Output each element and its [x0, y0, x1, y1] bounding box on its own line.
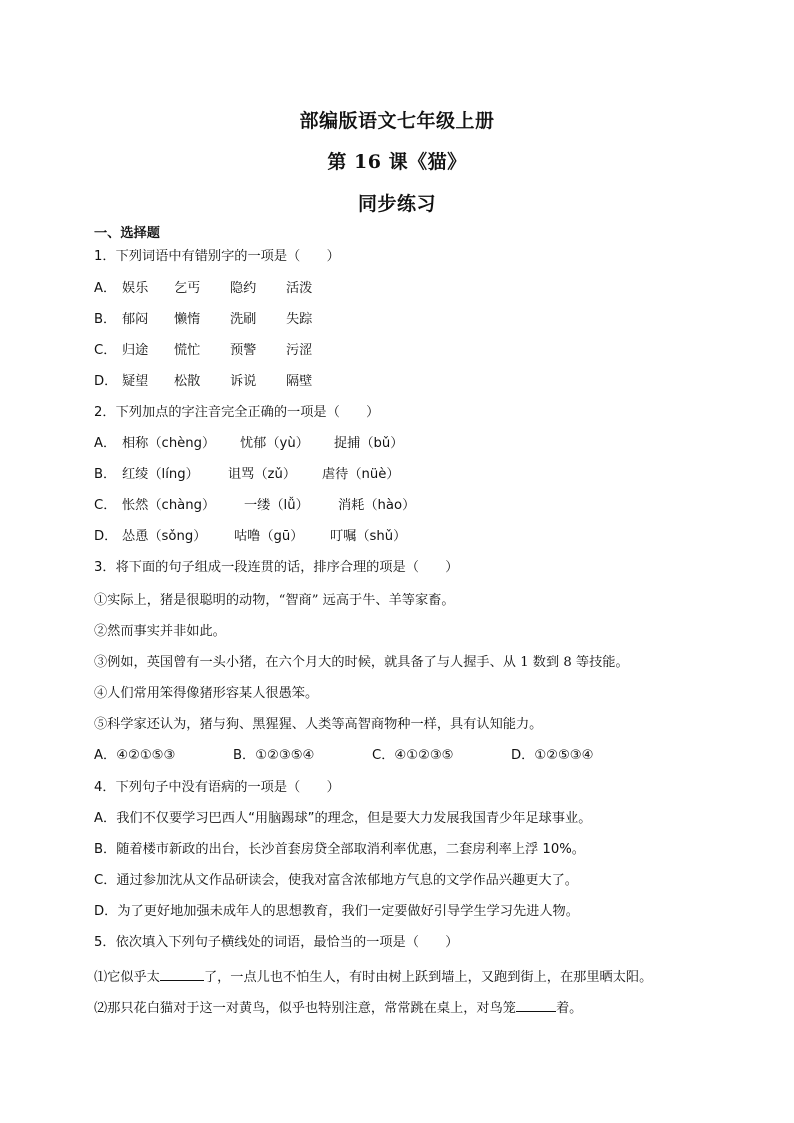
q4-option-d: D．为了更好地加强未成年人的思想教育，我们一定要做好引导学生学习先进人物。 — [94, 904, 579, 919]
q3-sentence-1: ①实际上，猪是很聪明的动物，“智商” 远高于牛、羊等家畜。 — [94, 593, 455, 608]
q5-stem: 5．依次填入下列句子横线处的词语，最恰当的一项是（ ） — [94, 935, 459, 950]
option-label: D． — [94, 529, 118, 544]
word: 诉说 — [230, 374, 257, 389]
word: 洗刷 — [230, 312, 257, 327]
pinyin-item: 虐待（nüè） — [322, 467, 400, 482]
q2-option-b — [94, 466, 400, 484]
q3-sentence-4: ④人们常用笨得像猪形容某人很愚笨。 — [94, 686, 319, 701]
word: 归途 — [122, 343, 149, 358]
sentence-text: 着。 — [556, 1001, 583, 1016]
q5-sentence-1 — [94, 966, 652, 987]
q1-option-b — [94, 311, 312, 329]
sentence-text: ⑵那只花白猫对于这一对黄鸟，似乎也特别注意，常常跳在桌上，对鸟笼 — [94, 1001, 516, 1016]
q1-option-c — [94, 342, 312, 360]
doc-title: 部编版语文七年级上册 — [299, 110, 495, 132]
q5-sentence-2 — [94, 997, 582, 1018]
option-label: A． — [94, 281, 117, 296]
word: 松散 — [174, 374, 201, 389]
option-c: C．④①②③⑤ — [372, 748, 454, 763]
q4-option-a: A．我们不仅要学习巴西人“用脑踢球”的理念，但是要大力发展我国青少年足球事业。 — [94, 811, 592, 826]
pinyin-item: 叮嘱（shǔ） — [330, 529, 407, 544]
option-label: D． — [94, 374, 118, 389]
q2-option-a — [94, 435, 403, 453]
q3-sentence-2: ②然而事实并非如此。 — [94, 624, 226, 639]
option-label: C． — [94, 498, 117, 513]
option-label: B． — [94, 467, 117, 482]
q3-sentence-3: ③例如，英国曾有一头小猪，在六个月大的时候，就具备了与人握手、从 1 数到 8 等技能。 — [94, 655, 629, 670]
q1-option-a — [94, 280, 312, 298]
sentence-text: ⑴它似乎太 — [94, 970, 160, 985]
q3-stem: 3．将下面的句子组成一段连贯的话，排序合理的项是（ ） — [94, 560, 459, 575]
word: 郁闷 — [122, 312, 149, 327]
pinyin-item: 一缕（lǚ） — [244, 498, 309, 513]
pinyin-item: 忧郁（yù） — [240, 436, 309, 451]
word: 疑望 — [122, 374, 149, 389]
word: 活泼 — [286, 281, 313, 296]
option-label: A． — [94, 436, 117, 451]
pinyin-item: 诅骂（zǔ） — [228, 467, 297, 482]
q4-option-c: C．通过参加沈从文作品研读会，使我对富含浓郁地方气息的文学作品兴趣更大了。 — [94, 873, 578, 888]
option-label: B． — [94, 312, 117, 327]
q3-sentence-5: ⑤科学家还认为，猪与狗、黑猩猩、人类等高智商物种一样，具有认知能力。 — [94, 717, 543, 732]
q4-stem: 4．下列句子中没有语病的一项是（ ） — [94, 780, 340, 795]
exercise-title: 同步练习 — [357, 193, 436, 215]
pinyin-item: 红绫（líng） — [122, 467, 199, 482]
option-a: A．④②①⑤③ — [94, 748, 176, 763]
q4-option-b: B．随着楼市新政的出台，长沙首套房贷全部取消利率优惠，二套房利率上浮 10%。 — [94, 842, 585, 857]
fill-blank — [516, 997, 556, 1012]
word: 娱乐 — [122, 281, 149, 296]
word: 懒惰 — [174, 312, 201, 327]
q2-option-d — [94, 528, 406, 546]
sentence-text: 了，一点儿也不怕生人，有时由树上跃到墙上，又跑到街上，在那里晒太阳。 — [203, 970, 653, 985]
word: 失踪 — [286, 312, 313, 327]
word: 预警 — [230, 343, 257, 358]
q1-stem: 1．下列词语中有错别字的一项是（ ） — [94, 249, 340, 264]
word: 乞丐 — [174, 281, 201, 296]
pinyin-item: 相称（chèng） — [122, 436, 216, 451]
option-label: C． — [94, 343, 117, 358]
option-b: B．①②③⑤④ — [233, 748, 315, 763]
word: 慌忙 — [174, 343, 201, 358]
pinyin-item: 消耗（hào） — [338, 498, 416, 513]
q1-option-d — [94, 373, 312, 391]
q2-stem: 2．下列加点的字注音完全正确的一项是（ ） — [94, 405, 380, 420]
option-d: D．①②⑤③④ — [511, 748, 594, 763]
fill-blank — [160, 966, 204, 981]
section-heading: 一、选择题 — [94, 226, 160, 241]
word: 隐约 — [230, 281, 257, 296]
pinyin-item: 捉捕（bǔ） — [334, 436, 404, 451]
lesson-title: 第 16 课《猫》 — [327, 151, 467, 173]
word: 污涩 — [286, 343, 313, 358]
pinyin-item: 怅然（chàng） — [122, 498, 216, 513]
q3-options — [94, 747, 593, 765]
pinyin-item: 怂恿（sǒng） — [122, 529, 207, 544]
pinyin-item: 咕噜（gū） — [234, 529, 304, 544]
word: 隔壁 — [286, 374, 313, 389]
q2-option-c — [94, 497, 415, 515]
